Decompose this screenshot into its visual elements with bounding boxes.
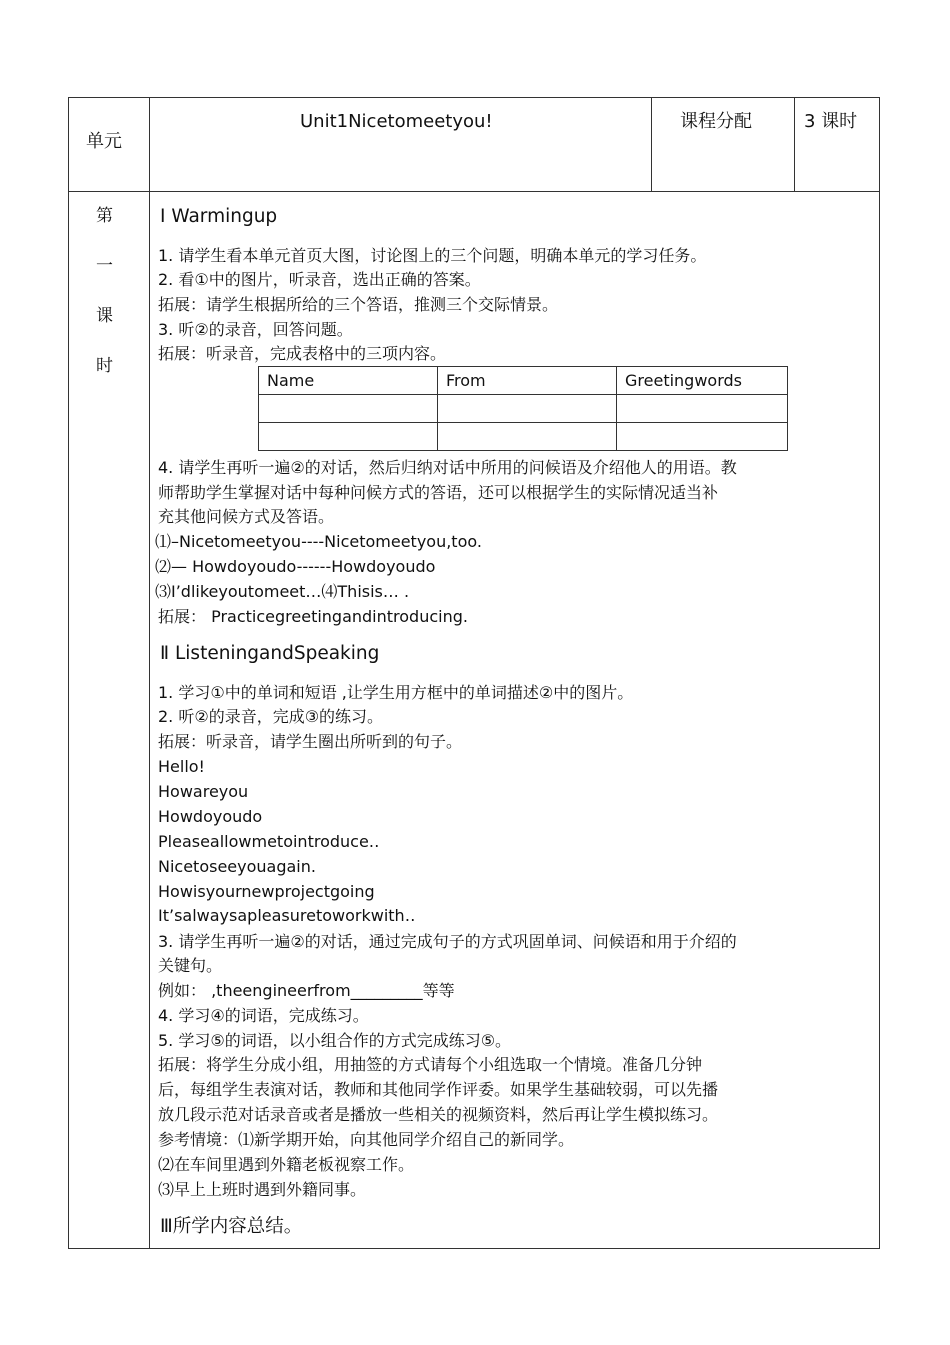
list-item: ⑴–Nicetomeetyou----Nicetomeetyou,too. — [155, 532, 482, 551]
frame-left — [68, 97, 69, 1249]
table-header-cell: From — [438, 367, 617, 395]
table-row — [259, 423, 788, 451]
list-item: ⑶早上上班时遇到外籍同事。 — [158, 1180, 367, 1199]
frame-header-bottom — [68, 191, 880, 192]
lesson-label-char: 一 — [96, 256, 113, 276]
list-item: 4. 请学生再听一遍②的对话，然后归纳对话中所用的问候语及介绍他人的用语。教 — [158, 458, 737, 477]
list-item: 1. 学习①中的单词和短语 ,让学生用方框中的单词描述②中的图片。 — [158, 683, 634, 702]
list-item: 关键句。 — [158, 956, 223, 975]
list-item: 拓展：听录音，完成表格中的三项内容。 — [158, 344, 447, 363]
list-item: 5. 学习⑤的词语，以小组合作的方式完成练习⑤。 — [158, 1031, 512, 1050]
list-item: ⑵在车间里遇到外籍老板视察工作。 — [158, 1155, 415, 1174]
unit-label: 单元 — [86, 131, 122, 152]
list-item: ⑶I’dlikeyoutomeet…⑷Thisis… . — [155, 582, 410, 601]
list-item: Howareyou — [158, 782, 249, 801]
list-item: 拓展：将学生分成小组，用抽签的方式请每个小组选取一个情境。准备几分钟 — [158, 1055, 703, 1074]
list-item: 2. 听②的录音，完成③的练习。 — [158, 707, 384, 726]
section-heading-warmingup: Ⅰ Warmingup — [160, 206, 278, 227]
list-item: Howdoyoudo — [158, 807, 263, 826]
list-item: 4. 学习④的词语，完成练习。 — [158, 1006, 369, 1025]
list-item: 3. 请学生再听一遍②的对话，通过完成句子的方式巩固单词、问候语和用于介绍的 — [158, 932, 737, 951]
list-item: Nicetoseeyouagain. — [158, 857, 316, 876]
course-allot-label: 课程分配 — [680, 111, 752, 132]
list-item: It’salwaysapleasuretoworkwith‥ — [158, 906, 416, 925]
list-item: Howisyournewprojectgoing — [158, 882, 375, 901]
unit-title: Unit1Nicetomeetyou! — [300, 111, 493, 132]
table-header-cell: Name — [259, 367, 438, 395]
list-item: 3. 听②的录音，回答问题。 — [158, 320, 353, 339]
list-item: 2. 看①中的图片，听录音，选出正确的答案。 — [158, 270, 481, 289]
frame-top — [68, 97, 880, 98]
list-item: 参考情境：⑴新学期开始，向其他同学介绍自己的新同学。 — [158, 1130, 575, 1149]
list-item: 例如： ,theengineerfrom_________等等 — [158, 981, 455, 1000]
list-item: 拓展：听录音，请学生圈出所听到的句子。 — [158, 732, 463, 751]
frame-right — [879, 97, 880, 1249]
list-item: 后，每组学生表演对话，教师和其他同学作评委。如果学生基础较弱，可以先播 — [158, 1080, 719, 1099]
table-cell — [259, 395, 438, 423]
list-item: Hello! — [158, 757, 205, 776]
table-header-row — [259, 367, 788, 395]
section-heading-summary: Ⅲ所学内容总结。 — [160, 1216, 303, 1237]
course-hours: 3 课时 — [804, 111, 858, 132]
table-cell — [438, 423, 617, 451]
section-heading-listening: Ⅱ ListeningandSpeaking — [160, 643, 380, 664]
list-item: ⑵— Howdoyoudo------Howdoyoudo — [155, 557, 436, 576]
list-item: 放几段示范对话录音或者是播放一些相关的视频资料，然后再让学生模拟练习。 — [158, 1105, 719, 1124]
greeting-table — [258, 366, 788, 451]
frame-bottom — [68, 1248, 880, 1249]
frame-col-divider — [149, 97, 150, 1249]
table-cell — [617, 423, 788, 451]
list-item: 拓展：请学生根据所给的三个答语，推测三个交际情景。 — [158, 295, 559, 314]
table-row — [259, 395, 788, 423]
list-item: 师帮助学生掌握对话中每种问候方式的答语，还可以根据学生的实际情况适当补 — [158, 483, 719, 502]
lesson-label-char: 时 — [96, 356, 113, 376]
list-item: 充其他问候方式及答语。 — [158, 507, 335, 526]
list-item: Pleaseallowmetointroduce‥ — [158, 832, 380, 851]
frame-header-divider-1 — [651, 97, 652, 192]
table-cell — [617, 395, 788, 423]
table-cell — [438, 395, 617, 423]
list-item: 1. 请学生看本单元首页大图，讨论图上的三个问题，明确本单元的学习任务。 — [158, 246, 707, 265]
table-header-cell: Greetingwords — [617, 367, 788, 395]
lesson-label-char: 课 — [96, 306, 113, 326]
list-item: 拓展： Practicegreetingandintroducing. — [158, 607, 468, 626]
frame-header-divider-2 — [794, 97, 795, 192]
table-cell — [259, 423, 438, 451]
lesson-label-char: 第 — [96, 206, 113, 226]
